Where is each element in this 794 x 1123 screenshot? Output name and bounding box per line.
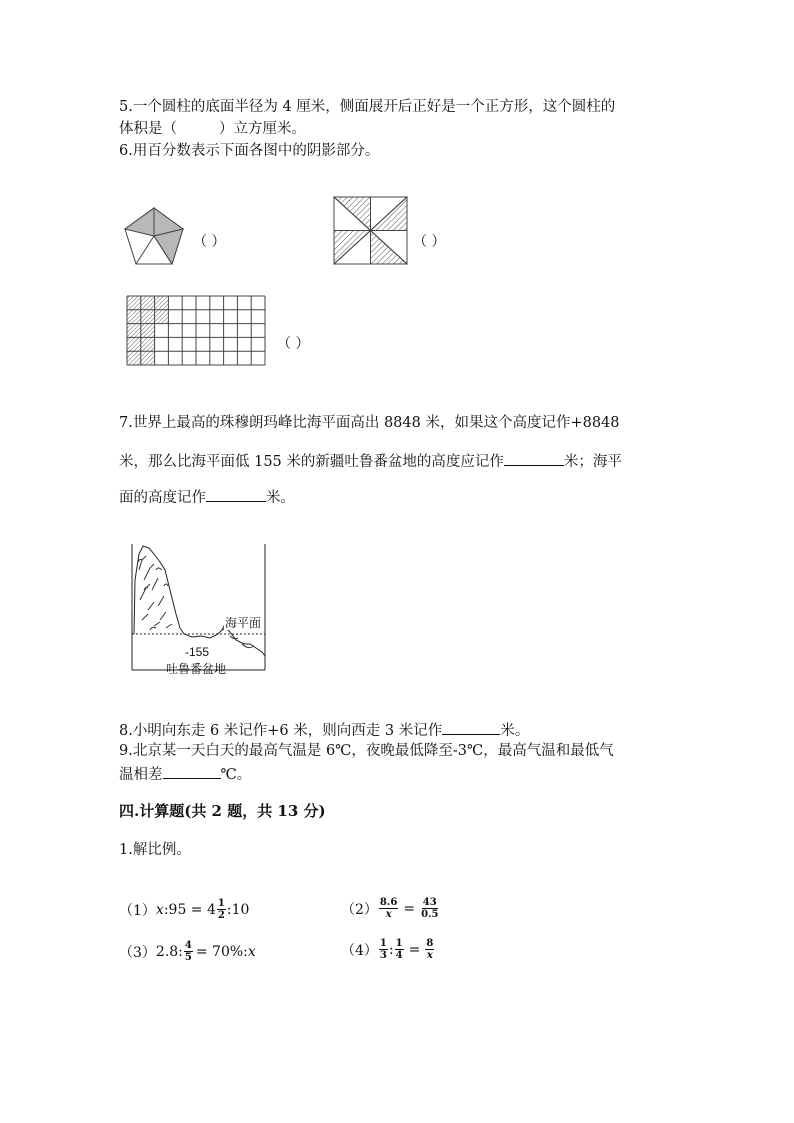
equation-3: （3） 2.8: $\frac{4}{5}$ = 70%: x (119, 940, 256, 963)
grid-shaded-cell (155, 296, 169, 310)
q9-line2: 温相差 ℃。 (119, 763, 251, 785)
q8-line: 8.小明向东走 6 米记作+6 米，则向西走 3 米记作 米。 (119, 719, 529, 741)
grid-shaded-cell (141, 324, 155, 338)
terrain-figure (130, 540, 270, 680)
depth-label: -155 (185, 645, 210, 659)
pentagon-figure (118, 200, 198, 270)
equation-4: （4） $\frac{1}{3}$ : $\frac{1}{4}$ = $\frac{8}{x}$ (341, 938, 434, 961)
q7-line3: 面的高度记作 米。 (119, 486, 295, 508)
grid-shaded-cell (141, 310, 155, 324)
grid-shaded-cell (127, 310, 141, 324)
answer-blank-basin[interactable] (504, 450, 564, 466)
sea-level-label: 海平面 (225, 616, 262, 630)
equation-1: （1） x:95 = 4 $\frac{1}{2}$ :10 (119, 898, 250, 921)
answer-paren-pentagon: （ ） (193, 234, 226, 250)
grid-shaded-cell (141, 296, 155, 310)
q9-line1: 9.北京某一天白天的最高气温是 6℃，夜晚最低降至-3℃，最高气温和最低气 (119, 743, 614, 759)
s4-q1-text: 1.解比例。 (119, 842, 191, 858)
answer-blank-sea-level[interactable] (206, 486, 266, 502)
grid-shaded-cell (141, 351, 155, 365)
q7-line1: 7.世界上最高的珠穆朗玛峰比海平面高出 8848 米，如果这个高度记作+8848 (119, 415, 620, 431)
grid-shaded-cell (127, 337, 141, 351)
q5-line2: 体积是（ ）立方厘米。 (119, 121, 306, 137)
grid-figure (126, 295, 268, 367)
grid-shaded-cell (127, 296, 141, 310)
grid-shaded-cell (155, 310, 169, 324)
equation-2: （2） $\frac{8.6}{x}$ = $\frac{43}{0.5}$ (341, 897, 439, 920)
square-figure (332, 195, 412, 267)
q7-line2: 米，那么比海平面低 155 米的新疆吐鲁番盆地的高度应记作 米；海平 (119, 450, 622, 472)
answer-blank-west[interactable] (442, 719, 500, 735)
answer-blank-temp[interactable] (163, 763, 221, 779)
grid-shaded-cell (127, 351, 141, 365)
grid-shaded-cell (127, 324, 141, 338)
answer-paren-square: （ ） (413, 234, 446, 250)
answer-paren-grid: （ ） (277, 336, 310, 352)
q6-text: 6.用百分数表示下面各图中的阴影部分。 (119, 143, 380, 159)
section-heading: 四.计算题(共 2 题，共 13 分) (119, 802, 326, 820)
basin-label: 吐鲁番盆地 (166, 662, 227, 676)
grid-shaded-cell (141, 337, 155, 351)
q5-line1: 5.一个圆柱的底面半径为 4 厘米，侧面展开后正好是一个正方形，这个圆柱的 (119, 99, 616, 115)
